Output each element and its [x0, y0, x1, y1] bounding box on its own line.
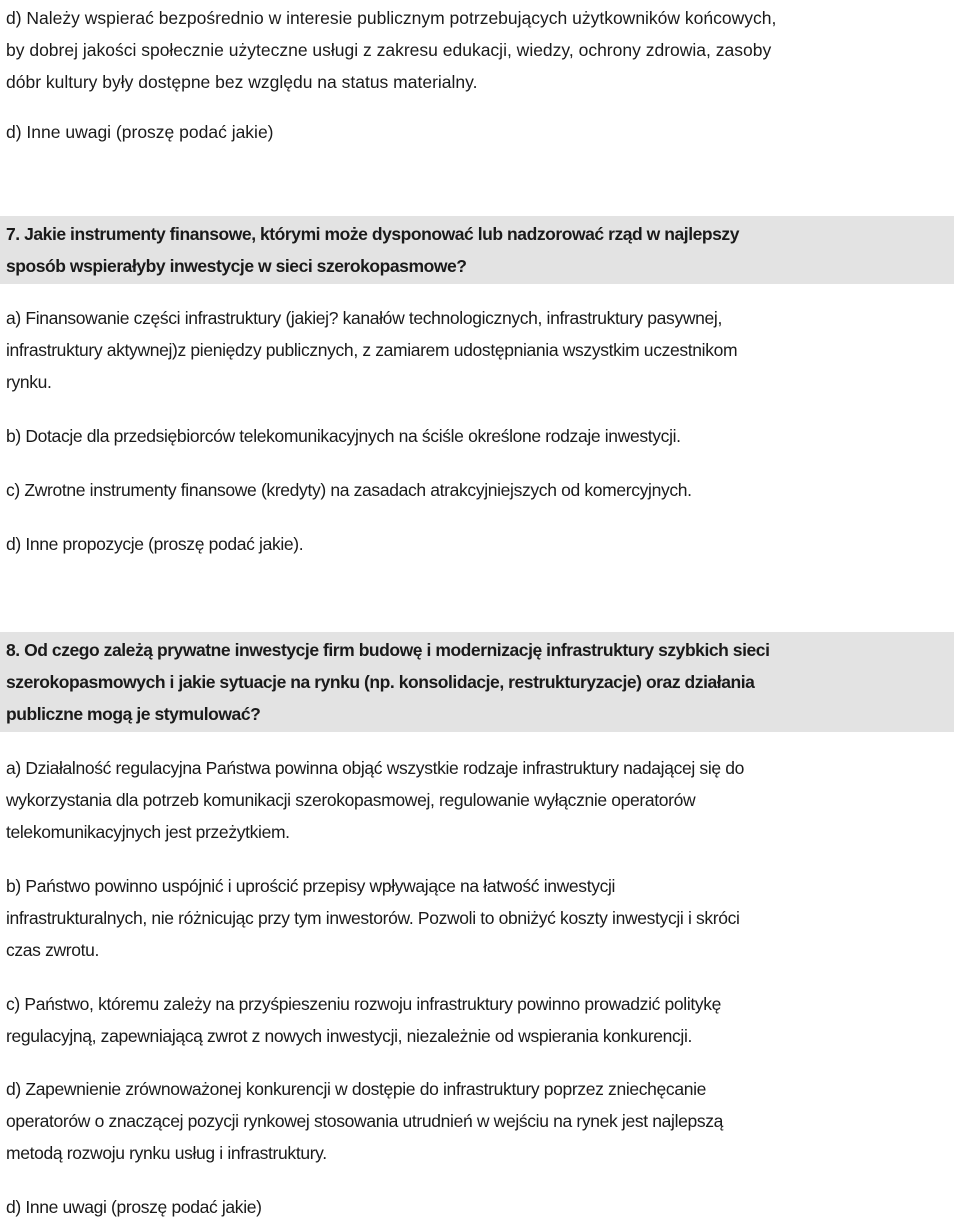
s6-answer-d: [6, 2, 954, 98]
text-line: szerokopasmowych i jakie sytuacje na rynku (np. konsolidacje, restrukturyzacje) oraz działania: [6, 672, 755, 692]
text-line: d) Zapewnienie zrównoważonej konkurencji w dostępie do infrastruktury poprzez zniechęcanie: [6, 1079, 707, 1099]
text-line: c) Zwrotne instrumenty finansowe (kredyty) na zasadach atrakcyjniejszych od komercyjnych.: [6, 480, 692, 500]
text-line: 8. Od czego zależą prywatne inwestycje firm budowę i modernizację infrastruktury szybkich sieci: [6, 640, 770, 660]
text-line: d) Należy wspierać bezpośrednio w interesie publicznym potrzebujących użytkowników końcowych,: [6, 8, 777, 28]
q7-question-box: [0, 216, 954, 284]
q8-answer-d: [6, 1073, 954, 1169]
text-line: c) Państwo, któremu zależy na przyśpieszeniu rozwoju infrastruktury powinno prowadzić politykę: [6, 994, 722, 1014]
text-line: regulacyjną, zapewniającą zwrot z nowych inwestycji, niezależnie od wspierania konkurencji.: [6, 1026, 693, 1046]
q7-answer-a: [6, 302, 954, 398]
q8-question-box: [0, 632, 954, 732]
text-line: dóbr kultury były dostępne bez względu na status materialny.: [6, 72, 478, 92]
text-line: czas zwrotu.: [6, 940, 100, 960]
s6-other-remarks: [6, 116, 954, 148]
q8-answer-a: [6, 752, 954, 848]
text-line: publiczne mogą je stymulować?: [6, 704, 261, 724]
text-line: a) Działalność regulacyjna Państwa powinna objąć wszystkie rodzaje infrastruktury nadającej się do: [6, 758, 745, 778]
q7-answer-b: [6, 420, 954, 452]
text-line: infrastruktury aktywnej)z pieniędzy publicznych, z zamiarem udostępniania wszystkim uczestnikom: [6, 340, 738, 360]
q7-answer-c: [6, 474, 954, 506]
q8-other-remarks: [6, 1191, 954, 1223]
text-line: d) Inne uwagi (proszę podać jakie): [6, 1197, 262, 1217]
text-line: operatorów o znaczącej pozycji rynkowej stosowania utrudnień w wejściu na rynek jest najlepszą: [6, 1111, 724, 1131]
text-line: sposób wspierałyby inwestycje w sieci szerokopasmowe?: [6, 256, 467, 276]
text-line: 7. Jakie instrumenty finansowe, którymi może dysponować lub nadzorować rząd w najlepszy: [6, 224, 739, 244]
text-line: b) Dotacje dla przedsiębiorców telekomunikacyjnych na ściśle określone rodzaje inwestycji.: [6, 426, 681, 446]
text-line: telekomunikacyjnych jest przeżytkiem.: [6, 822, 290, 842]
text-line: d) Inne uwagi (proszę podać jakie): [6, 122, 274, 142]
text-line: b) Państwo powinno uspójnić i uprościć przepisy wpływające na łatwość inwestycji: [6, 876, 616, 896]
text-line: a) Finansowanie części infrastruktury (jakiej? kanałów technologicznych, infrastruktury pasywnej,: [6, 308, 722, 328]
q7-question: [6, 218, 954, 282]
text-line: infrastrukturalnych, nie różnicując przy tym inwestorów. Pozwoli to obniżyć koszty inwestycji i skróci: [6, 908, 740, 928]
text-line: by dobrej jakości społecznie użyteczne usługi z zakresu edukacji, wiedzy, ochrony zdrowia, zasoby: [6, 40, 772, 60]
q8-question: [6, 634, 954, 730]
text-line: rynku.: [6, 372, 52, 392]
q7-answer-d: [6, 528, 954, 560]
text-line: wykorzystania dla potrzeb komunikacji szerokopasmowej, regulowanie wyłącznie operatorów: [6, 790, 696, 810]
text-line: d) Inne propozycje (proszę podać jakie).: [6, 534, 304, 554]
q8-answer-b: [6, 870, 954, 966]
q8-answer-c: [6, 988, 954, 1052]
text-line: metodą rozwoju rynku usług i infrastruktury.: [6, 1143, 327, 1163]
